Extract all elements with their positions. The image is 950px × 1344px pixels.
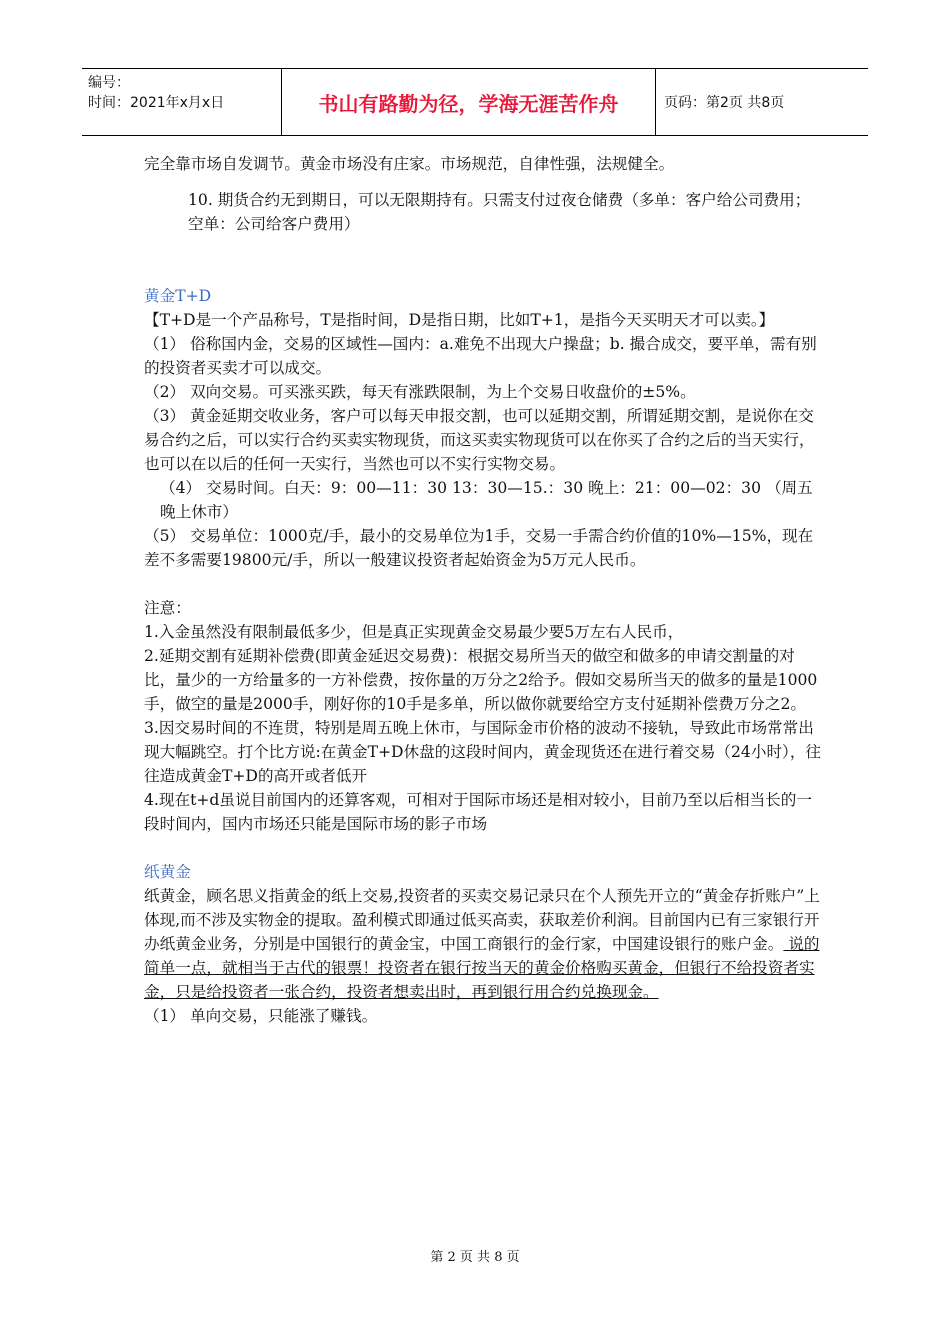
note-item: 4.现在t+d虽说目前国内的还算客观，可相对于国际市场还是相对较小，目前乃至以后相当长的一段时间内，国内市场还只能是国际市场的影子市场 [144, 791, 812, 833]
td-paragraph: （1） 俗称国内金，交易的区域性—国内：a.难免不出现大户操盘；b. 撮合成交，要平单，需有别的投资者买卖才可以成交。 [144, 335, 817, 377]
document-body [144, 152, 824, 1028]
item-10: 10. 期货合约无到期日，可以无限期持有。只需支付过夜仓储费（多单：客户给公司费用；空单：公司给客户费用） [188, 191, 811, 233]
note-item: 1.入金虽然没有限制最低多少，但是真正实现黄金交易最少要5万左右人民币， [144, 623, 684, 641]
intro-paragraph: 完全靠市场自发调节。黄金市场没有庄家。市场规范，自律性强，法规健全。 [144, 155, 675, 173]
paper-gold-item-1: （1） 单向交易，只能涨了赚钱。 [144, 1007, 378, 1025]
note-item: 2.延期交割有延期补偿费(即黄金延迟交易费)：根据交易所当天的做空和做多的申请交割量的对比，量少的一方给量多的一方补偿费，按你量的万分之2给予。假如交易所当天的做多的量是1000手，做空的量是2000手，刚好你的10手是多单，所以做你就要给空方支付延期补偿费万分之2。 [144, 647, 818, 713]
time-label: 时间：2021年x月x日 [88, 95, 225, 111]
number-label: 编号： [88, 75, 130, 91]
td-paragraph: （2） 双向交易。可买涨买跌，每天有涨跌限制，为上个交易日收盘价的±5%。 [144, 383, 696, 401]
notes-title: 注意： [144, 599, 191, 617]
td-paragraph: （4） 交易时间。白天：9：00—11：30 13：30—15.：30 晚上：21：00—02：30 （周五晚上休市） [160, 479, 813, 521]
section-title-paper-gold: 纸黄金 [144, 863, 191, 881]
page-footer: 第 2 页 共 8 页 [430, 1250, 520, 1265]
paper-gold-paragraph [144, 884, 824, 1004]
paper-gold-text: 纸黄金，顾名思义指黄金的纸上交易,投资者的买卖交易记录只在个人预先开立的“黄金存折账户”上体现,而不涉及实物金的提取。盈利模式即通过低买高卖，获取差价利润。目前国内已有三家银行开办纸黄金业务，分别是中国银行的黄金宝，中国工商银行的金行家，中国建设银行的账户金。 [144, 887, 820, 953]
page-header [82, 68, 868, 136]
td-paragraph: （5） 交易单位：1000克/手，最小的交易单位为1手，交易一手需合约价值的10%—15%，现在差不多需要19800元/手，所以一般建议投资者起始资金为5万元人民币。 [144, 527, 814, 569]
section-title-td: 黄金T+D [144, 287, 212, 305]
header-motto: 书山有路勤为径，学海无涯苦作舟 [282, 69, 656, 135]
td-paragraph: 【T+D是一个产品称号，T是指时间，D是指日期，比如T+1，是指今天买明天才可以卖。】 [144, 311, 775, 329]
td-paragraph: （3） 黄金延期交收业务，客户可以每天申报交割，也可以延期交割，所谓延期交割，是说你在交易合约之后，可以实行合约买卖实物现货，而这买卖实物现货可以在你买了合约之后的当天实行，也可以在以后的任何一天实行，当然也可以不实行实物交易。 [144, 407, 815, 473]
note-item: 3.因交易时间的不连贯，特别是周五晚上休市，与国际金市价格的波动不接轨，导致此市场常常出现大幅跳空。打个比方说:在黄金T+D休盘的这段时间内，黄金现货还在进行着交易（24小时），往往造成黄金T+D的高开或者低开 [144, 719, 822, 785]
header-meta [82, 69, 282, 135]
paper-gold-underlined-text: 说的简单一点，就相当于古代的银票！投资者在银行按当天的黄金价格购买黄金，但银行不给投资者实金，只是给投资者一张合约，投资者想卖出时，再到银行用合约兑换现金。 [144, 935, 820, 1001]
header-page-info: 页码：第2页 共8页 [664, 95, 785, 111]
